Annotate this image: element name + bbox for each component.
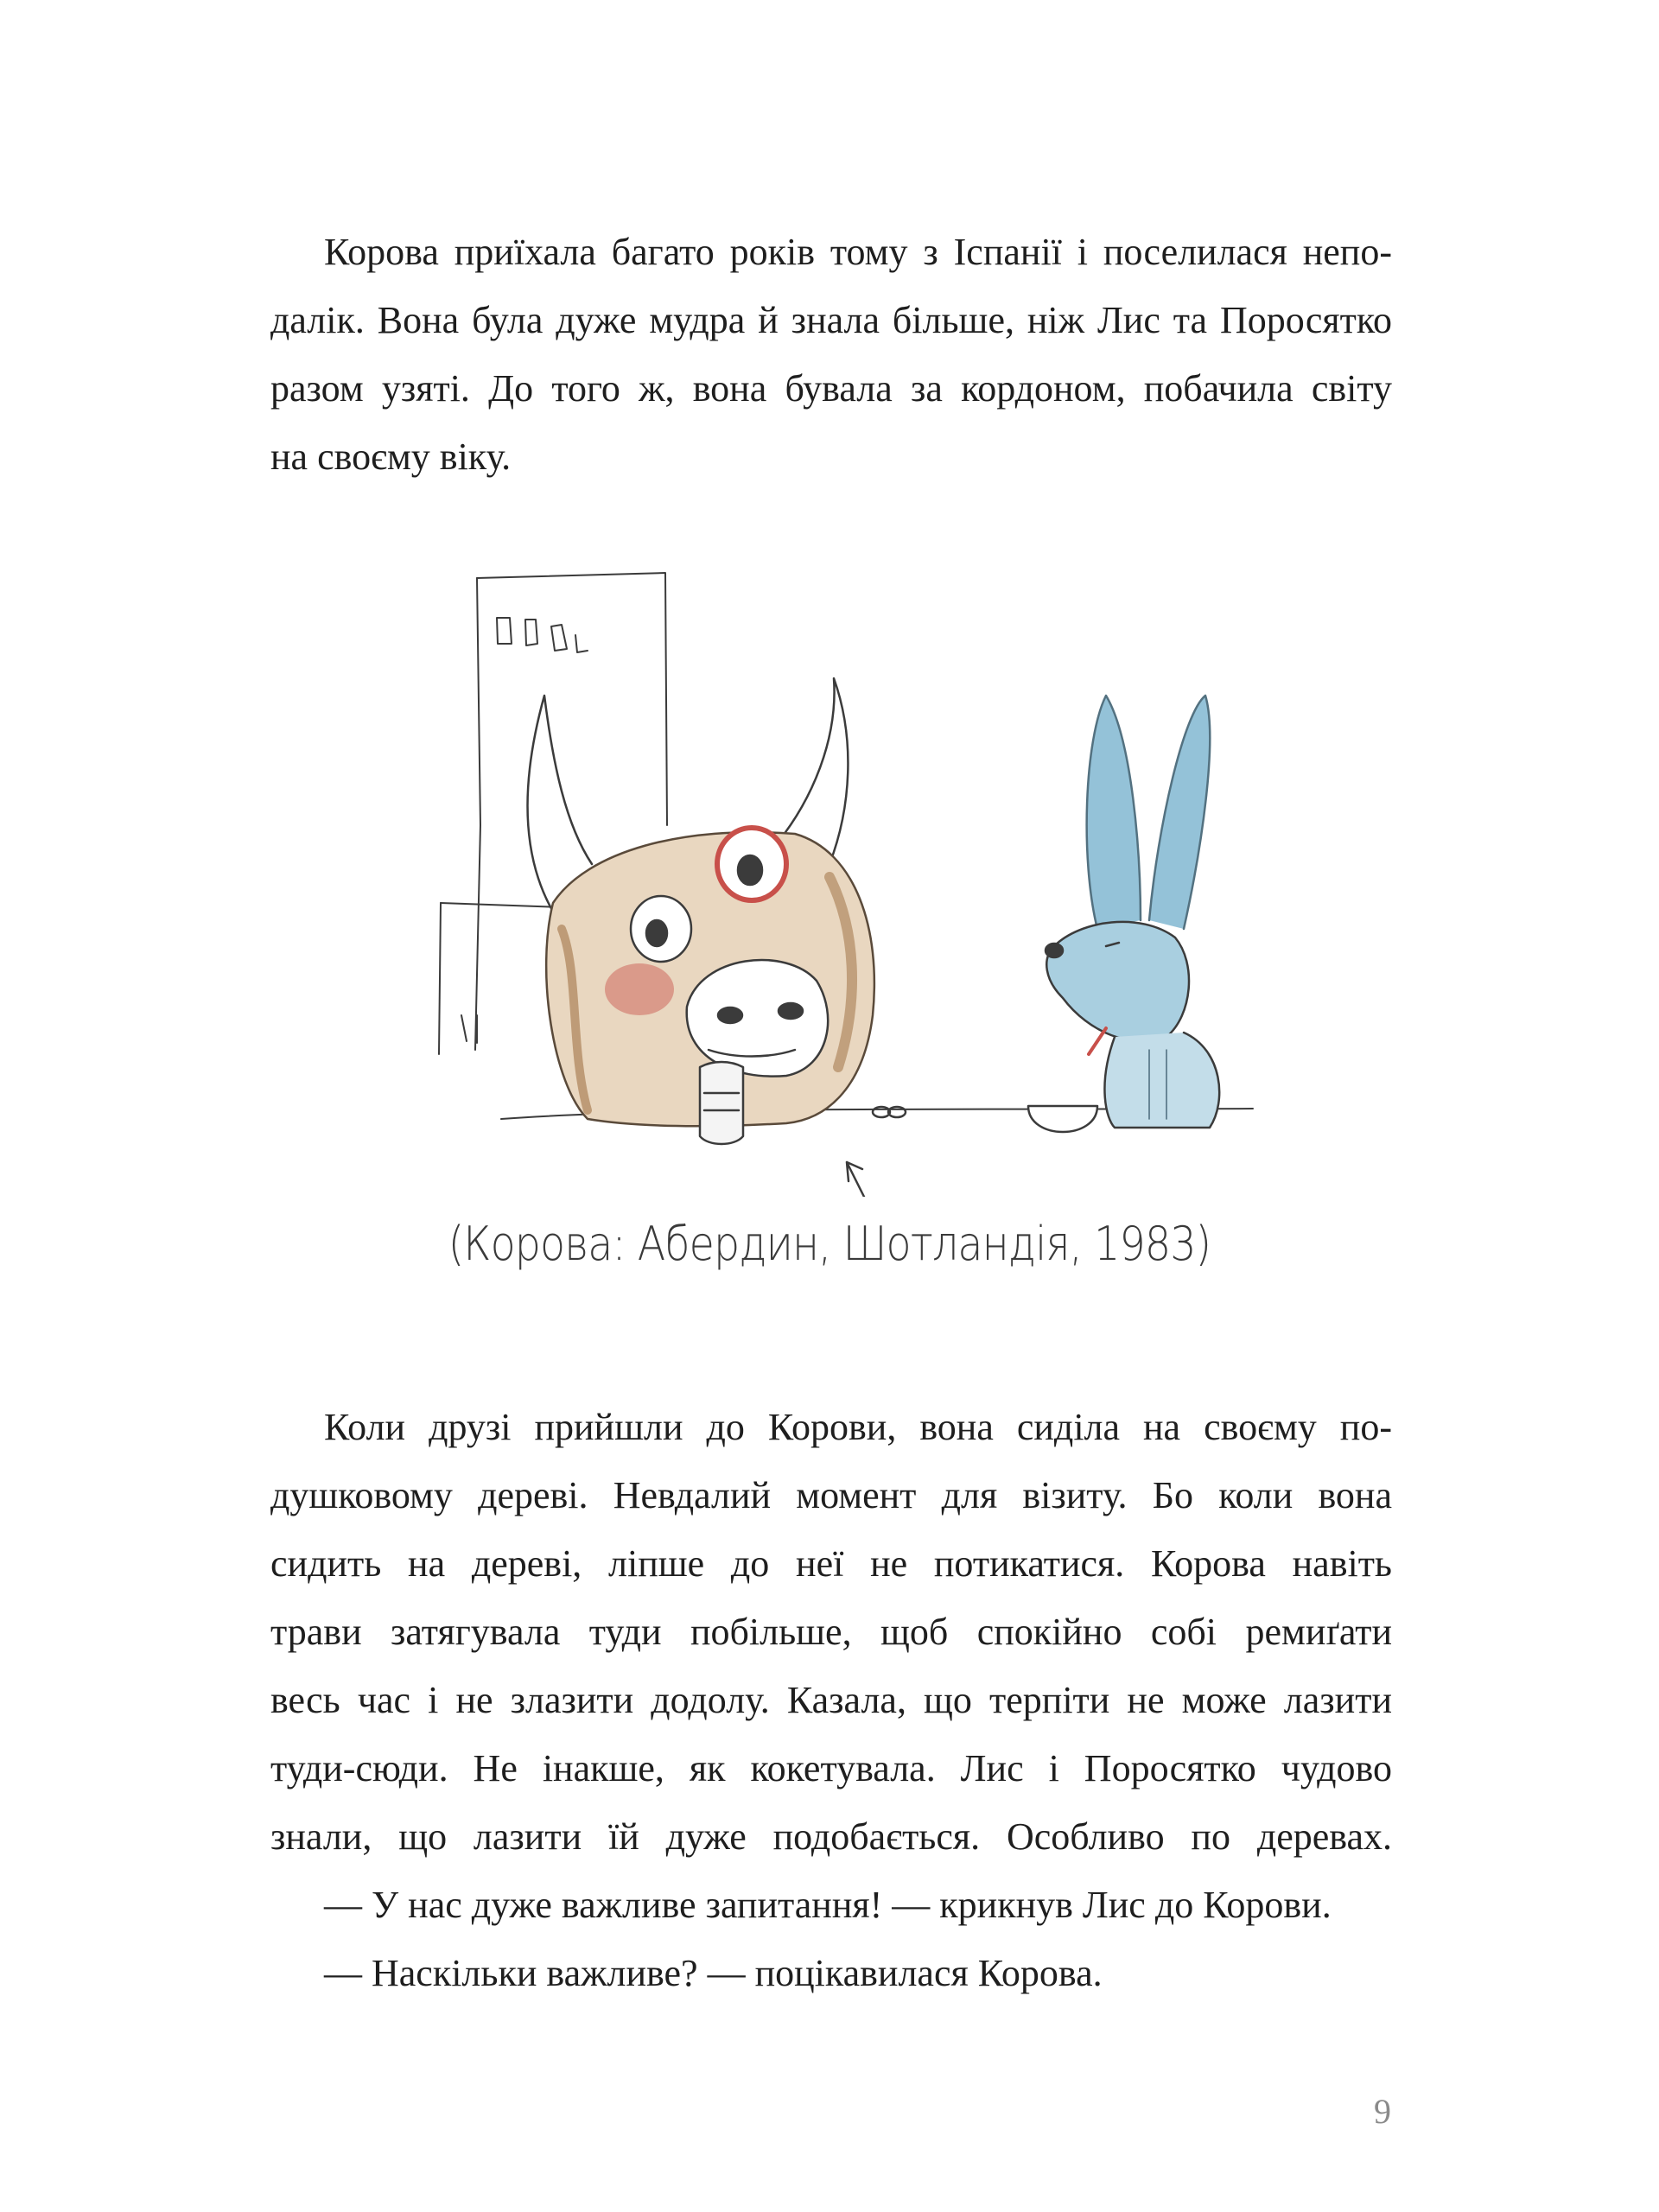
illustration-caption: (Корова: Абердин, Шотландія, 1983): [448, 1217, 1211, 1271]
paragraph-intro: [270, 218, 1392, 491]
text-line: далік. Вона була дуже мудра й знала більше, ніж Лис та Поросятко: [270, 299, 1392, 341]
text-line: разом узяті. До того ж, вона бувала за кордоном, побачила світу: [270, 367, 1392, 410]
bowl-sketch: [1028, 1106, 1097, 1132]
cow-sketch: [528, 678, 906, 1197]
rabbit-sketch: [1046, 696, 1219, 1128]
text-line: знали, що лазити їй дуже подобається. Особливо по деревах.: [270, 1815, 1392, 1858]
text-line: сидить на дереві, ліпше до неї не потикатися. Корова навіть: [270, 1542, 1392, 1585]
page-number: 9: [1374, 2092, 1391, 2131]
text-line: туди-сюди. Не інакше, як кокетувала. Лис і Поросятко чудово: [270, 1747, 1392, 1789]
cow-and-rabbit-illustration: [423, 566, 1287, 1197]
dialogue-line: — Наскільки важливе? — поцікавилася Корова.: [324, 1952, 1103, 1994]
dialogue-line: — У нас дуже важливе запитання! — крикнув Лис до Корови.: [324, 1884, 1332, 1926]
text-line: трави затягувала туди побільше, щоб спокійно собі ремиґати: [270, 1611, 1392, 1653]
text-line: душковому дереві. Невдалий момент для візиту. Бо коли вона: [270, 1474, 1392, 1516]
paragraph-visit: [270, 1393, 1392, 2007]
text-line: на своєму віку.: [270, 435, 512, 478]
text-line: Коли друзі прийшли до Корови, вона сиділа на своєму по-: [324, 1406, 1392, 1448]
text-line: весь час і не злазити додолу. Казала, що терпіти не може лазити: [270, 1679, 1392, 1721]
text-line: Корова приїхала багато років тому з Іспанії і поселилася непо-: [324, 231, 1392, 273]
